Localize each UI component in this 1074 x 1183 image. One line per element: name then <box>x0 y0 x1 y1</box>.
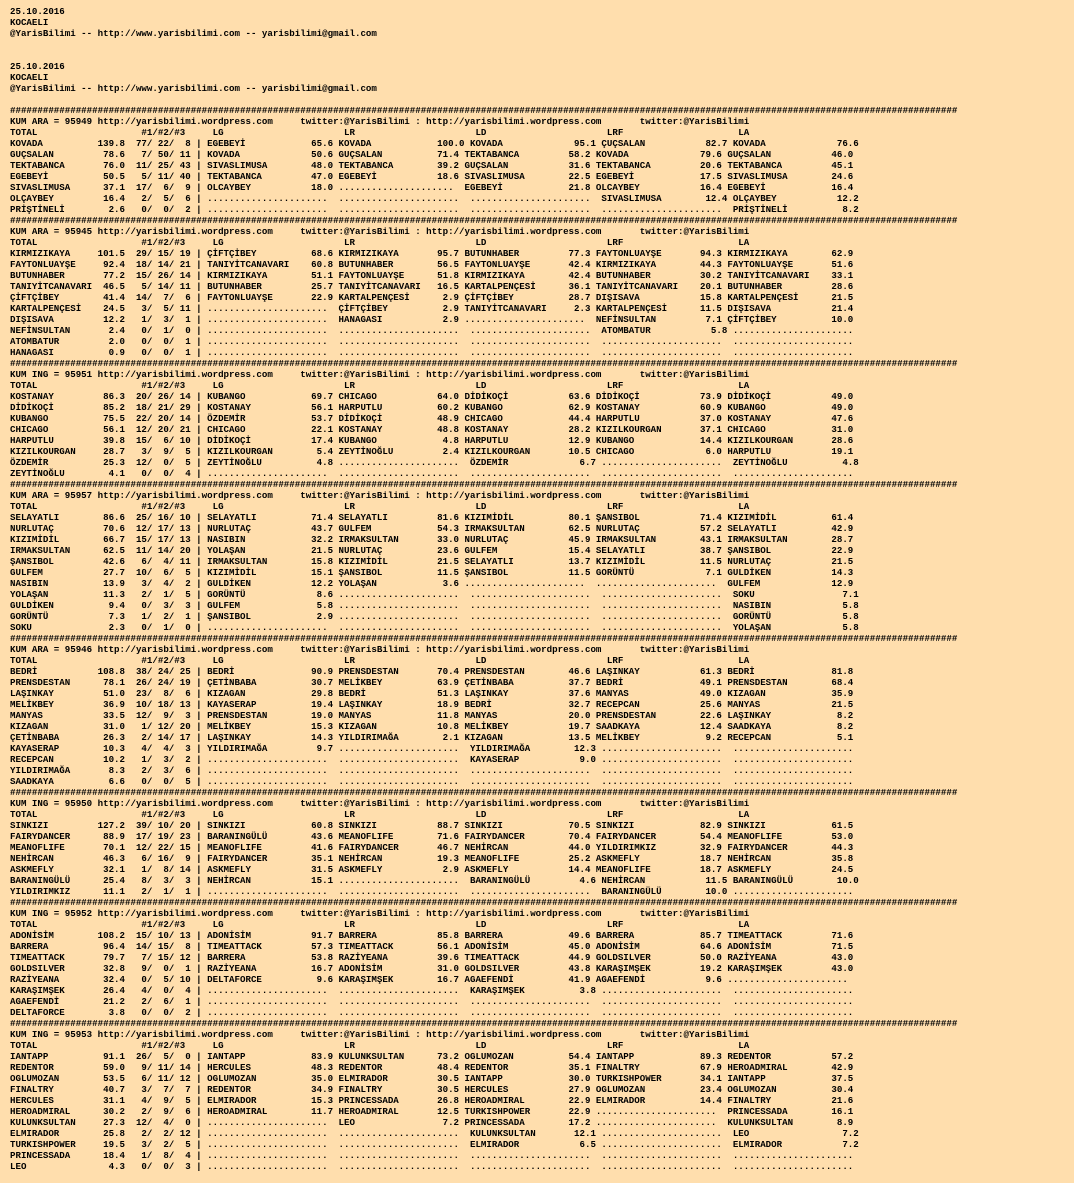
column-header: TOTAL #1/#2/#3 LG LR LD LRF LA <box>10 127 750 138</box>
horse-row: IANTAPP 91.1 26/ 5/ 0 | IANTAPP 83.9 KULUNKSULTAN 73.2 OGLUMOZAN 54.4 IANTAPP 89.3 REDENTOR 57.2 <box>10 1051 854 1062</box>
horse-row: SELAYATLI 86.6 25/ 16/ 10 | SELAYATLI 71.4 SELAYATLI 81.6 KIZIMİDİL 80.1 ŞANSIBOL 71.4 KIZIMİDİL 61.4 <box>10 512 854 523</box>
horse-row: TURKISHPOWER 19.5 3/ 2/ 5 | ...................... ...................... ELMIRADOR 6.5 ...................... ELMIRADOR 7.2 <box>10 1139 859 1150</box>
race-header: KUM ING = 95953 http://yarisbilimi.wordpress.com twitter:@YarisBilimi : http://yarisbilimi.wordpress.com twitter:@YarisBilimi <box>10 1029 750 1040</box>
column-header: TOTAL #1/#2/#3 LG LR LD LRF LA <box>10 1040 750 1051</box>
horse-row: BEDRİ 108.8 38/ 24/ 25 | BEDRİ 90.9 PRENSDESTAN 70.4 PRENSDESTAN 46.6 LAŞINKAY 61.3 BEDRİ 81.8 <box>10 666 854 677</box>
horse-row: LAŞINKAY 51.0 23/ 8/ 6 | KIZAGAN 29.8 BEDRİ 51.3 LAŞINKAY 37.6 MANYAS 49.0 KIZAGAN 35.9 <box>10 688 854 699</box>
horse-row: KULUNKSULTAN 27.3 12/ 4/ 0 | ...................... LEO 7.2 PRINCESSADA 17.2 ...................... KULUNKSULTAN 8.9 <box>10 1117 854 1128</box>
horse-row: YOLAŞAN 11.3 2/ 1/ 5 | GORÜNTÜ 8.6 ...................... ...................... ...................... SOKU 7.1 <box>10 589 859 600</box>
horse-row: KARAŞIMŞEK 26.4 4/ 0/ 4 | ...................... ...................... KARAŞIMŞEK 3.8 ...................... ...................... <box>10 985 854 996</box>
horse-row: REDENTOR 59.0 9/ 11/ 14 | HERCULES 48.3 REDENTOR 48.4 REDENTOR 35.1 FINALTRY 67.9 HEROADMIRAL 42.9 <box>10 1062 854 1073</box>
horse-row: SOKU 2.3 0/ 1/ 0 | ...................... ...................... ...................... ...................... YOLAŞAN 5.8 <box>10 622 859 633</box>
horse-row: CHICAGO 56.1 12/ 20/ 21 | CHICAGO 22.1 KOSTANAY 48.8 KOSTANAY 28.2 KIZILKOURGAN 37.1 CHICAGO 31.0 <box>10 424 854 435</box>
race-header: KUM ARA = 95945 http://yarisbilimi.wordpress.com twitter:@YarisBilimi : http://yarisbilimi.wordpress.com twitter:@YarisBilimi <box>10 226 750 237</box>
horse-row: KUBANGO 75.5 22/ 20/ 14 | ÖZDEMİR 53.7 DİDİKOÇİ 48.9 CHICAGO 44.4 HARPUTLU 37.0 KOSTANAY 47.6 <box>10 413 854 424</box>
horse-row: KOVADA 139.8 77/ 22/ 8 | EGEBEYİ 65.6 KOVADA 100.0 KOVADA 95.1 ÇUÇSALAN 82.7 KOVADA 76.6 <box>10 138 859 149</box>
horse-row: ÇİFTÇİBEY 41.4 14/ 7/ 6 | FAYTONLUAYŞE 22.9 KARTALPENÇESİ 2.9 ÇİFTÇİBEY 28.7 DIŞISAVA 15.8 KARTALPENÇESİ 21.5 <box>10 292 854 303</box>
horse-row: YILDIRIMAĞA 8.3 2/ 3/ 6 | ...................... ...................... ...................... ...................... ...................... <box>10 765 854 776</box>
horse-row: FAIRYDANCER 88.9 17/ 19/ 23 | BARANINGÜLÜ 43.6 MEANOFLIFE 71.6 FAIRYDANCER 70.4 FAIRYDANCER 54.4 MEANOFLIFE 53.0 <box>10 831 854 842</box>
race-header: KUM ING = 95952 http://yarisbilimi.wordpress.com twitter:@YarisBilimi : http://yarisbilimi.wordpress.com twitter:@YarisBilimi <box>10 908 750 919</box>
column-header: TOTAL #1/#2/#3 LG LR LD LRF LA <box>10 919 750 930</box>
horse-row: GOLDSILVER 32.8 9/ 0/ 1 | RAZİYEANA 16.7 ADONİSİM 31.0 GOLDSILVER 43.8 KARAŞIMŞEK 19.2 KARAŞIMŞEK 43.0 <box>10 963 854 974</box>
horse-row: SINKIZI 127.2 39/ 10/ 20 | SINKIZI 60.8 SINKIZI 88.7 SINKIZI 70.5 SINKIZI 82.9 SINKIZI 61.5 <box>10 820 854 831</box>
horse-row: ATOMBATUR 2.0 0/ 0/ 1 | ...................... ...................... ...................... ...................... ...................... <box>10 336 854 347</box>
text-line: KOCAELI <box>10 17 49 28</box>
horse-row: GORÜNTÜ 7.3 1/ 2/ 1 | ŞANSIBOL 2.9 ...................... ...................... ...................... GORÜNTÜ 5.8 <box>10 611 859 622</box>
section-divider: ############################################################################################################################################################################# <box>10 633 958 644</box>
horse-row: SAADKAYA 6.6 0/ 0/ 5 | ...................... ...................... ...................... ...................... ...................... <box>10 776 854 787</box>
horse-row: YILDIRIMKIZ 11.1 2/ 1/ 1 | ...................... ...................... ...................... BARANINGÜLÜ 10.0 ...................... <box>10 886 854 897</box>
horse-row: ÖZDEMİR 25.3 12/ 0/ 5 | ZEYTİNOĞLU 4.8 ...................... ÖZDEMİR 6.7 ...................... ZEYTİNOĞLU 4.8 <box>10 457 859 468</box>
horse-row: KIZIMİDİL 66.7 15/ 17/ 13 | NASIBIN 32.2 IRMAKSULTAN 33.0 NURLUTAÇ 45.9 IRMAKSULTAN 43.1 IRMAKSULTAN 28.7 <box>10 534 854 545</box>
column-header: TOTAL #1/#2/#3 LG LR LD LRF LA <box>10 380 750 391</box>
section-divider: ############################################################################################################################################################################# <box>10 358 958 369</box>
horse-row: NASIBIN 13.9 3/ 4/ 2 | GULDİKEN 12.2 YOLAŞAN 3.6 ...................... ...................... GULFEM 12.9 <box>10 578 854 589</box>
horse-row: ZEYTİNOĞLU 4.1 0/ 0/ 4 | ...................... ...................... ...................... ...................... ...................... <box>10 468 854 479</box>
horse-row: AGAEFENDİ 21.2 2/ 6/ 1 | ...................... ...................... ...................... ...................... ...................... <box>10 996 854 1007</box>
section-divider: ############################################################################################################################################################################# <box>10 1018 958 1029</box>
section-divider: ############################################################################################################################################################################# <box>10 787 958 798</box>
column-header: TOTAL #1/#2/#3 LG LR LD LRF LA <box>10 655 750 666</box>
horse-row: FINALTRY 40.7 3/ 7/ 7 | REDENTOR 34.9 FINALTRY 30.5 HERCULES 27.9 OGLUMOZAN 23.4 OGLUMOZAN 30.4 <box>10 1084 854 1095</box>
horse-row: HEROADMIRAL 30.2 2/ 9/ 6 | HEROADMIRAL 11.7 HEROADMIRAL 12.5 TURKISHPOWER 22.9 ...................... PRINCESSADA 16.1 <box>10 1106 854 1117</box>
blank-line <box>10 39 1074 50</box>
horse-row: IRMAKSULTAN 62.5 11/ 14/ 20 | YOLAŞAN 21.5 NURLUTAÇ 23.6 GULFEM 15.4 SELAYATLI 38.7 ŞANSIBOL 22.9 <box>10 545 854 556</box>
horse-row: BUTUNHABER 77.2 15/ 26/ 14 | KIRMIZIKAYA 51.1 FAYTONLUAYŞE 51.8 KIRMIZIKAYA 42.4 BUTUNHABER 30.2 TANIYİTCANAVARI 33.1 <box>10 270 854 281</box>
horse-row: NEHİRCAN 46.3 6/ 16/ 9 | FAIRYDANCER 35.1 NEHİRCAN 19.3 MEANOFLIFE 25.2 ASKMEFLY 18.7 NEHİRCAN 35.8 <box>10 853 854 864</box>
horse-row: RAZİYEANA 32.4 0/ 5/ 10 | DELTAFORCE 9.6 KARAŞIMŞEK 16.7 AGAEFENDİ 41.9 AGAEFENDİ 9.6 ...................... <box>10 974 848 985</box>
horse-row: ELMIRADOR 25.8 2/ 2/ 12 | ...................... ...................... KULUNKSULTAN 12.1 ...................... LEO 7.2 <box>10 1128 859 1139</box>
horse-row: TIMEATTACK 79.7 7/ 15/ 12 | BARRERA 53.8 RAZİYEANA 39.6 TIMEATTACK 44.9 GOLDSILVER 50.0 RAZİYEANA 43.0 <box>10 952 854 963</box>
horse-row: PRINCESSADA 18.4 1/ 8/ 4 | ...................... ...................... ...................... ...................... ...................... <box>10 1150 854 1161</box>
horse-row: GULDİKEN 9.4 0/ 3/ 3 | GULFEM 5.8 ...................... ...................... ...................... NASIBIN 5.8 <box>10 600 859 611</box>
section-divider: ############################################################################################################################################################################# <box>10 479 958 490</box>
horse-row: ASKMEFLY 32.1 1/ 8/ 14 | ASKMEFLY 31.5 ASKMEFLY 2.9 ASKMEFLY 14.4 MEANOFLIFE 18.7 ASKMEFLY 24.5 <box>10 864 854 875</box>
race-header: KUM ING = 95950 http://yarisbilimi.wordpress.com twitter:@YarisBilimi : http://yarisbilimi.wordpress.com twitter:@YarisBilimi <box>10 798 750 809</box>
column-header: TOTAL #1/#2/#3 LG LR LD LRF LA <box>10 237 750 248</box>
horse-row: ŞANSIBOL 42.6 6/ 4/ 11 | IRMAKSULTAN 15.8 KIZIMİDİL 21.5 SELAYATLI 13.7 KIZIMİDİL 11.5 NURLUTAÇ 21.5 <box>10 556 854 567</box>
horse-row: DİDİKOÇİ 85.2 18/ 21/ 29 | KOSTANAY 56.1 HARPUTLU 60.2 KUBANGO 62.9 KOSTANAY 60.9 KUBANGO 49.0 <box>10 402 854 413</box>
horse-row: HERCULES 31.1 4/ 9/ 5 | ELMIRADOR 15.3 PRINCESSADA 26.8 HEROADMIRAL 22.9 ELMIRADOR 14.4 FINALTRY 21.6 <box>10 1095 854 1106</box>
horse-row: HANAGASI 0.9 0/ 0/ 1 | ...................... ...................... ...................... ...................... ...................... <box>10 347 854 358</box>
horse-row: DIŞISAVA 12.2 1/ 3/ 1 | ...................... HANAGASI 2.9 ...................... NEFİNSULTAN 7.1 ÇİFTÇİBEY 10.0 <box>10 314 854 325</box>
horse-row: MELİKBEY 36.9 10/ 18/ 13 | KAYASERAP 19.4 LAŞINKAY 18.9 BEDRİ 32.7 RECEPCAN 25.6 MANYAS 21.5 <box>10 699 854 710</box>
race-header: KUM ARA = 95949 http://yarisbilimi.wordpress.com twitter:@YarisBilimi : http://yarisbilimi.wordpress.com twitter:@YarisBilimi <box>10 116 750 127</box>
blank-line <box>10 94 1074 105</box>
horse-row: NURLUTAÇ 70.6 12/ 17/ 13 | NURLUTAÇ 43.7 GULFEM 54.3 IRMAKSULTAN 62.5 NURLUTAÇ 57.2 SELAYATLI 42.9 <box>10 523 854 534</box>
horse-row: PRİŞTİNELİ 2.6 0/ 0/ 2 | ...................... ...................... ...................... ...................... PRİŞTİNELİ 8.2 <box>10 204 859 215</box>
horse-row: LEO 4.3 0/ 0/ 3 | ...................... ...................... ...................... ...................... ...................... <box>10 1161 854 1172</box>
horse-row: TANIYİTCANAVARI 46.5 5/ 14/ 11 | BUTUNHABER 25.7 TANIYİTCANAVARI 16.5 KARTALPENÇESİ 36.1 TANIYİTCANAVARI 20.1 BUTUNHABER 28.6 <box>10 281 854 292</box>
horse-row: KOSTANAY 86.3 20/ 26/ 14 | KUBANGO 69.7 CHICAGO 64.0 DİDİKOÇİ 63.6 DİDİKOÇİ 73.9 DİDİKOÇİ 49.0 <box>10 391 854 402</box>
horse-row: OLÇAYBEY 16.4 2/ 5/ 6 | ...................... ...................... ...................... SIVASLIMUSA 12.4 OLÇAYBEY 12.2 <box>10 193 859 204</box>
horse-row: ADONİSİM 108.2 15/ 10/ 13 | ADONİSİM 91.7 BARRERA 85.8 BARRERA 49.6 BARRERA 85.7 TIMEATTACK 71.6 <box>10 930 854 941</box>
horse-row: KIZAGAN 31.0 1/ 12/ 20 | MELİKBEY 15.3 KIZAGAN 10.8 MELİKBEY 19.7 SAADKAYA 12.4 SAADKAYA 8.2 <box>10 721 854 732</box>
horse-row: HARPUTLU 39.8 15/ 6/ 10 | DİDİKOÇİ 17.4 KUBANGO 4.8 HARPUTLU 12.9 KUBANGO 14.4 KIZILKOURGAN 28.6 <box>10 435 854 446</box>
horse-row: EGEBEYİ 50.5 5/ 11/ 40 | TEKTABANCA 47.0 EGEBEYİ 18.6 SIVASLIMUSA 22.5 EGEBEYİ 17.5 SIVASLIMUSA 24.6 <box>10 171 854 182</box>
horse-row: MANYAS 33.5 12/ 9/ 3 | PRENSDESTAN 19.0 MANYAS 11.8 MANYAS 20.0 PRENSDESTAN 22.6 LAŞINKAY 8.2 <box>10 710 854 721</box>
text-line: @YarisBilimi -- http://www.yarisbilimi.com -- yarisbilimi@gmail.com <box>10 83 377 94</box>
horse-row: FAYTONLUAYŞE 92.4 18/ 14/ 21 | TANIYİTCANAVARI 60.8 BUTUNHABER 56.5 FAYTONLUAYŞE 42.4 KIRMIZIKAYA 44.3 FAYTONLUAYŞE 51.6 <box>10 259 854 270</box>
horse-row: RECEPCAN 10.2 1/ 3/ 2 | ...................... ...................... KAYASERAP 9.0 ...................... ...................... <box>10 754 854 765</box>
horse-row: MEANOFLIFE 70.1 12/ 22/ 15 | MEANOFLIFE 41.6 FAIRYDANCER 46.7 NEHİRCAN 44.0 YILDIRIMKIZ 32.9 FAIRYDANCER 44.3 <box>10 842 854 853</box>
race-header: KUM ARA = 95946 http://yarisbilimi.wordpress.com twitter:@YarisBilimi : http://yarisbilimi.wordpress.com twitter:@YarisBilimi <box>10 644 750 655</box>
blank-line <box>10 50 1074 61</box>
horse-row: KARTALPENÇESİ 24.5 3/ 5/ 11 | ...................... ÇİFTÇİBEY 2.9 TANIYİTCANAVARI 2.3 KARTALPENÇESİ 11.5 DIŞISAVA 21.4 <box>10 303 854 314</box>
race-header: KUM ING = 95951 http://yarisbilimi.wordpress.com twitter:@YarisBilimi : http://yarisbilimi.wordpress.com twitter:@YarisBilimi <box>10 369 750 380</box>
horse-row: KIRMIZIKAYA 101.5 29/ 15/ 19 | ÇİFTÇİBEY 68.6 KIRMIZIKAYA 95.7 BUTUNHABER 77.3 FAYTONLUAYŞE 94.3 KIRMIZIKAYA 62.9 <box>10 248 854 259</box>
column-header: TOTAL #1/#2/#3 LG LR LD LRF LA <box>10 501 750 512</box>
section-divider: ############################################################################################################################################################################# <box>10 105 958 116</box>
section-divider: ############################################################################################################################################################################# <box>10 897 958 908</box>
horse-row: SIVASLIMUSA 37.1 17/ 6/ 9 | OLCAYBEY 18.0 ..................... EGEBEYİ 21.8 OLCAYBEY 16.4 EGEBEYİ 16.4 <box>10 182 854 193</box>
horse-row: KAYASERAP 10.3 4/ 4/ 3 | YILDIRIMAĞA 9.7 ...................... YILDIRIMAĞA 12.3 ...................... ...................... <box>10 743 854 754</box>
text-line: 25.10.2016 <box>10 61 65 72</box>
horse-row: OGLUMOZAN 53.5 6/ 11/ 12 | OGLUMOZAN 35.0 ELMIRADOR 30.5 IANTAPP 30.0 TURKISHPOWER 34.1 IANTAPP 37.5 <box>10 1073 854 1084</box>
text-line: KOCAELI <box>10 72 49 83</box>
horse-row: ÇETİNBABA 26.3 2/ 14/ 17 | LAŞINKAY 14.3 YILDIRIMAĞA 2.1 KIZAGAN 13.5 MELİKBEY 9.2 RECEPCAN 5.1 <box>10 732 854 743</box>
horse-row: GUÇSALAN 78.6 7/ 50/ 11 | KOVADA 50.6 GUÇSALAN 71.4 TEKTABANCA 58.2 KOVADA 79.6 GUÇSALAN 46.0 <box>10 149 854 160</box>
horse-row: NEFİNSULTAN 2.4 0/ 1/ 0 | ...................... ...................... ...................... ATOMBATUR 5.8 ...................... <box>10 325 854 336</box>
horse-row: GULFEM 27.7 10/ 6/ 5 | KIZIMİDİL 15.1 ŞANSIBOL 11.5 ŞANSIBOL 11.5 GORÜNTÜ 7.1 GULDİKEN 14.3 <box>10 567 854 578</box>
race-header: KUM ARA = 95957 http://yarisbilimi.wordpress.com twitter:@YarisBilimi : http://yarisbilimi.wordpress.com twitter:@YarisBilimi <box>10 490 750 501</box>
horse-row: PRENSDESTAN 78.1 26/ 24/ 19 | ÇETİNBABA 30.7 MELİKBEY 63.9 ÇETİNBABA 37.7 BEDRİ 49.1 PRENSDESTAN 68.4 <box>10 677 854 688</box>
horse-row: TEKTABANCA 76.0 11/ 25/ 43 | SIVASLIMUSA 48.0 TEKTABANCA 39.2 GUÇSALAN 31.6 TEKTABANCA 20.6 TEKTABANCA 45.1 <box>10 160 854 171</box>
horse-row: DELTAFORCE 3.8 0/ 0/ 2 | ...................... ...................... ...................... ...................... ...................... <box>10 1007 854 1018</box>
text-line: 25.10.2016 <box>10 6 65 17</box>
horse-row: KIZILKOURGAN 28.7 3/ 9/ 5 | KIZILKOURGAN 5.4 ZEYTİNOĞLU 2.4 KIZILKOURGAN 10.5 CHICAGO 6.0 HARPUTLU 19.1 <box>10 446 854 457</box>
horse-row: BARRERA 96.4 14/ 15/ 8 | TIMEATTACK 57.3 TIMEATTACK 56.1 ADONİSİM 45.0 ADONİSİM 64.6 ADONİSİM 71.5 <box>10 941 854 952</box>
horse-row: BARANINGÜLÜ 25.4 8/ 3/ 3 | NEHİRCAN 15.1 ...................... BARANINGÜLÜ 4.6 NEHİRCAN 11.5 BARANINGÜLÜ 10.0 <box>10 875 859 886</box>
column-header: TOTAL #1/#2/#3 LG LR LD LRF LA <box>10 809 750 820</box>
text-line: @YarisBilimi -- http://www.yarisbilimi.com -- yarisbilimi@gmail.com <box>10 28 377 39</box>
section-divider: ############################################################################################################################################################################# <box>10 215 958 226</box>
